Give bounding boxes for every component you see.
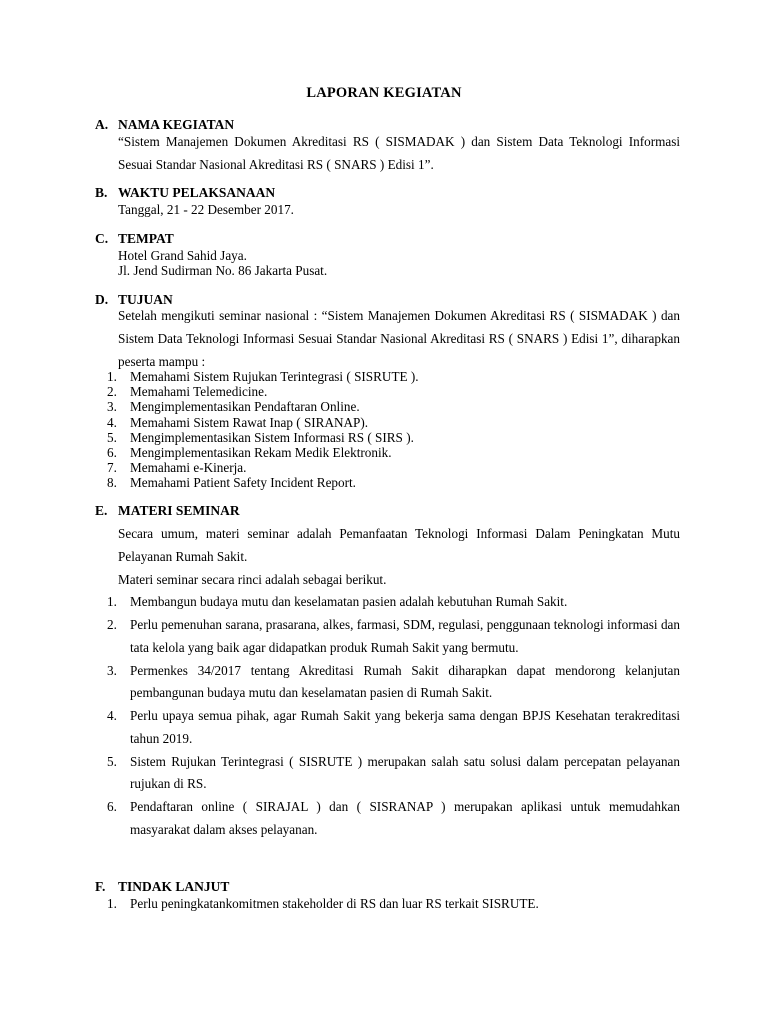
- section-text: Setelah mengikuti seminar nasional : “Sistem Manajemen Dokumen Akreditasi RS ( SISMADAK ) dan Sistem Data Teknologi Informasi Sesuai Standar Nasional Akreditasi RS ( SNARS ) Edisi 1”, diharapkan peserta mampu :: [118, 308, 680, 369]
- section-text: Secara umum, materi seminar adalah Pemanfaatan Teknologi Informasi Dalam Peningkatan Mutu Pelayanan Rumah Sakit.: [118, 526, 680, 564]
- section-heading: B. WAKTU PELAKSANAAN: [95, 185, 276, 200]
- section-heading: E. MATERI SEMINAR: [95, 503, 240, 518]
- tindak-lanjut-list: [95, 896, 680, 911]
- section-waktu-pelaksanaan: [95, 185, 680, 217]
- list-item: 5. Mengimplementasikan Sistem Informasi RS ( SIRS ).: [107, 429, 414, 445]
- section-heading: D. TUJUAN: [95, 292, 173, 307]
- list-item: 7. Memahami e-Kinerja.: [107, 460, 247, 476]
- list-item: 6. Pendaftaran online ( SIRAJAL ) dan ( SISRANAP ) merupakan aplikasi untuk memudahkan masyarakat dalam akses pelayanan.: [107, 799, 680, 837]
- section-nama-kegiatan: [95, 117, 680, 176]
- list-item: 5. Sistem Rujukan Terintegrasi ( SISRUTE ) merupakan salah satu solusi dalam percepatan pelayanan rujukan di RS.: [107, 753, 680, 791]
- section-tindak-lanjut: [95, 879, 680, 911]
- page-title: LAPORAN KEGIATAN: [306, 85, 462, 101]
- address-line: Jl. Jend Sudirman No. 86 Jakarta Pusat.: [118, 263, 328, 279]
- list-item: 6. Mengimplementasikan Rekam Medik Elektronik.: [107, 445, 392, 461]
- list-item: 2. Perlu pemenuhan sarana, prasarana, alkes, farmasi, SDM, regulasi, penggunaan teknologi informasi dan tata kelola yang baik agar didapatkan produk Rumah Sakit yang bermutu.: [107, 617, 680, 655]
- address-line: Hotel Grand Sahid Jaya.: [118, 248, 247, 263]
- list-item: 1. Memahami Sistem Rujukan Terintegrasi ( SISRUTE ).: [107, 369, 419, 384]
- section-heading: F. TINDAK LANJUT: [95, 879, 230, 894]
- list-item: 3. Permenkes 34/2017 tentang Akreditasi Rumah Sakit diharapkan dapat mendorong kelanjutan pembangunan budaya mutu dan keselamatan pasien di Rumah Sakit.: [107, 662, 680, 700]
- list-item: 3. Mengimplementasikan Pendaftaran Online.: [107, 399, 360, 415]
- section-heading: A. NAMA KEGIATAN: [95, 117, 235, 132]
- list-item: 8. Memahami Patient Safety Incident Report.: [107, 475, 356, 491]
- section-materi-seminar: [95, 503, 680, 842]
- list-item: 1. Perlu peningkatankomitmen stakeholder di RS dan luar RS terkait SISRUTE.: [107, 896, 539, 911]
- section-tujuan: [95, 292, 680, 491]
- section-text: Materi seminar secara rinci adalah sebagai berikut.: [118, 572, 387, 587]
- materi-list: [95, 591, 680, 841]
- section-text: Tanggal, 21 - 22 Desember 2017.: [118, 202, 294, 217]
- list-item: 1. Membangun budaya mutu dan keselamatan pasien adalah kebutuhan Rumah Sakit.: [107, 594, 568, 609]
- list-item: 2. Memahami Telemedicine.: [107, 384, 268, 400]
- section-text: “Sistem Manajemen Dokumen Akreditasi RS ( SISMADAK ) dan Sistem Data Teknologi Informasi Sesuai Standar Nasional Akreditasi RS ( SNARS ) Edisi 1”.: [118, 134, 680, 172]
- section-heading: C. TEMPAT: [95, 231, 174, 246]
- section-tempat: [95, 231, 680, 278]
- list-item: 4. Memahami Sistem Rawat Inap ( SIRANAP).: [107, 414, 369, 430]
- tujuan-list: [95, 369, 680, 491]
- list-item: 4. Perlu upaya semua pihak, agar Rumah Sakit yang bekerja sama dengan BPJS Kesehatan terakreditasi tahun 2019.: [107, 708, 680, 746]
